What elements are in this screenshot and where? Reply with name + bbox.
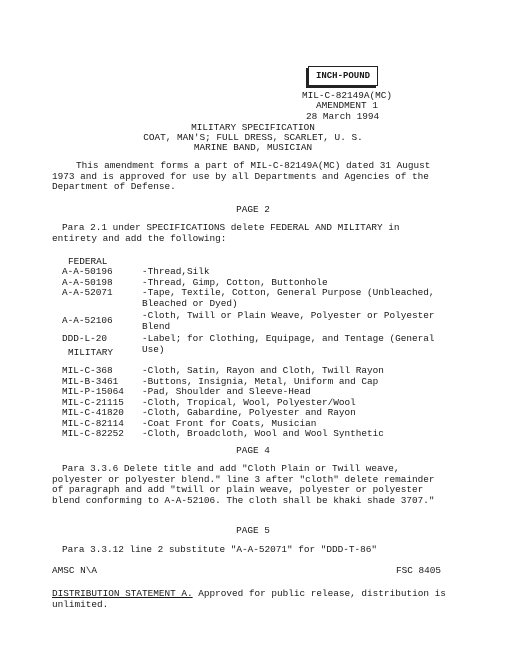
federal-heading: FEDERAL bbox=[68, 256, 108, 267]
amendment-number: AMENDMENT 1 bbox=[316, 100, 378, 111]
intro-paragraph: This amendment forms a part of MIL-C-82149A(MC) dated 31 August 1973 and is approved for use by all Departments and Agencies of the Department of Defense. bbox=[52, 160, 431, 192]
spec-description: -Coat Front for Coats, Musician bbox=[142, 417, 317, 429]
spec-description: -Cloth, Tropical, Wool, Polyester/Wool bbox=[142, 396, 356, 408]
list-item bbox=[62, 311, 442, 332]
spec-description: -Tape, Textile, Cotton, General Purpose (Unbleached, Bleached or Dyed) bbox=[142, 287, 435, 309]
spec-code: DDD-L-20 bbox=[62, 333, 108, 344]
page-2-heading: PAGE 2 bbox=[236, 204, 270, 215]
spec-heading: MILITARY SPECIFICATION bbox=[191, 122, 315, 133]
military-spec-list bbox=[62, 366, 442, 440]
spec-description: -Thread,Silk bbox=[142, 266, 210, 277]
spec-description: -Cloth, Satin, Rayon and Cloth, Twill Rayon bbox=[142, 365, 384, 376]
page-4-heading: PAGE 4 bbox=[236, 445, 270, 456]
spec-code: A-A-50196 bbox=[62, 266, 113, 277]
distribution-text: Approved for public release, distribution is unlimited. bbox=[52, 588, 446, 610]
inch-pound-badge: INCH-POUND bbox=[308, 66, 378, 86]
spec-code: MIL-B-3461 bbox=[62, 375, 119, 387]
spec-title: COAT, MAN'S; FULL DRESS, SCARLET, U. S. bbox=[143, 132, 363, 143]
spec-code: MIL-C-368 bbox=[62, 365, 113, 376]
page-5-heading: PAGE 5 bbox=[236, 525, 270, 536]
federal-spec-list bbox=[62, 267, 442, 355]
list-item bbox=[62, 267, 442, 278]
military-heading: MILITARY bbox=[68, 347, 114, 358]
amendment-date: 28 March 1994 bbox=[306, 111, 380, 122]
spec-code: A-A-50198 bbox=[62, 276, 113, 288]
spec-code: A-A-52071 bbox=[62, 287, 113, 298]
para-3-3-6: Para 3.3.6 Delete title and add "Cloth Plain or Twill weave, polyester or polyester blend." line 3 after "cloth" delete remainder of paragraph and add "twill or plain weave, polyester or polyester blend conforming to A-A-52106. The cloth shall be khaki shade 3707." bbox=[52, 463, 435, 506]
spec-description: -Cloth, Gabardine, Polyester and Rayon bbox=[142, 407, 356, 418]
spec-subtitle: MARINE BAND, MUSICIAN bbox=[193, 142, 313, 153]
para-2-1: Para 2.1 under SPECIFICATIONS delete FEDERAL AND MILITARY in entirety and add the following: bbox=[52, 222, 400, 244]
list-item bbox=[62, 288, 442, 309]
list-item bbox=[62, 366, 442, 377]
distribution-statement bbox=[52, 589, 448, 610]
spec-description: -Label; for Clothing, Equipage, and Tentage (General Use) bbox=[142, 333, 435, 355]
spec-code: MIL-C-21115 bbox=[62, 396, 124, 408]
spec-description: -Pad, Shoulder and Sleeve-Head bbox=[142, 386, 311, 397]
list-item bbox=[62, 408, 442, 419]
spec-description: -Buttons, Insignia, Metal, Uniform and Cap bbox=[142, 375, 379, 387]
spec-code: MIL-C-41820 bbox=[62, 407, 124, 418]
para-3-3-12: Para 3.3.12 line 2 substitute "A-A-52071" for "DDD-T-86" bbox=[62, 544, 378, 555]
fsc-code: FSC 8405 bbox=[396, 565, 442, 576]
spec-code: MIL-C-82114 bbox=[62, 417, 124, 429]
spec-description: -Thread, Gimp, Cotton, Buttonhole bbox=[142, 276, 328, 288]
spec-code: MIL-P-15064 bbox=[62, 386, 124, 397]
list-item bbox=[62, 387, 442, 398]
spec-code: A-A-52106 bbox=[62, 315, 113, 326]
list-item bbox=[62, 429, 442, 440]
spec-code: MIL-C-82252 bbox=[62, 428, 124, 439]
list-item bbox=[62, 334, 442, 355]
distribution-label: DISTRIBUTION STATEMENT A. bbox=[52, 588, 193, 599]
document-id: MIL-C-82149A(MC) bbox=[302, 90, 393, 101]
spec-description: -Cloth, Twill or Plain Weave, Polyester or Polyester Blend bbox=[142, 310, 435, 332]
spec-description: -Cloth, Broadcloth, Wool and Wool Synthetic bbox=[142, 428, 384, 439]
amsc-code: AMSC N\A bbox=[52, 565, 98, 576]
